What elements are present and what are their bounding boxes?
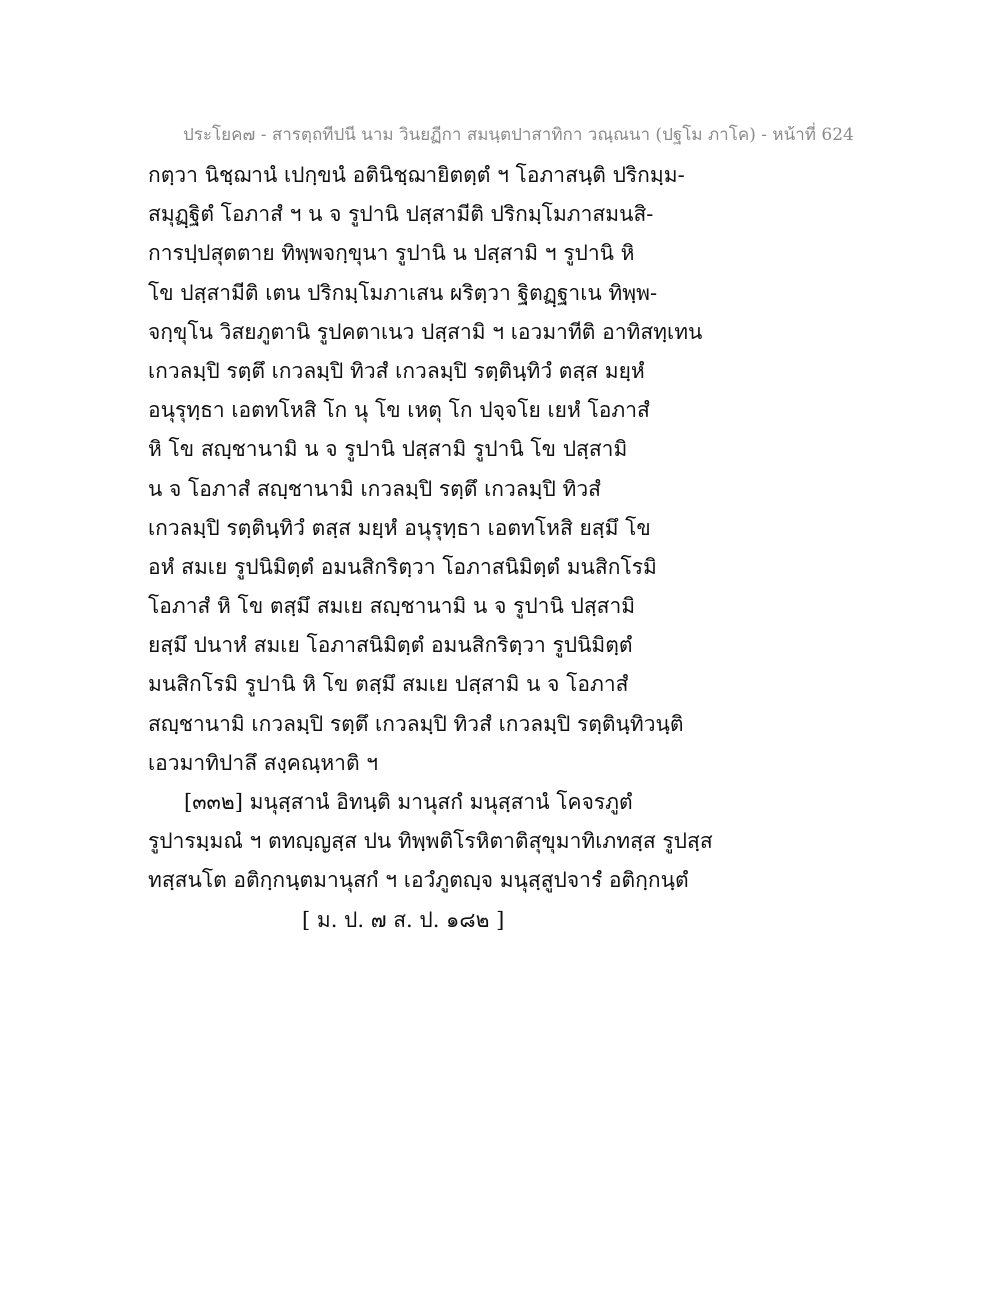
text-line: โข ปสฺสามีติ เตน ปริกมฺโมภาเสน ผริตฺวา ฐิตฏฺฐาเน ทิพฺพ- bbox=[148, 280, 658, 305]
paragraph-start-line: [๓๓๒] มนุสฺสานํ อิทนฺติ มานุสกํ มนุสฺสานํ โคจรภูตํ bbox=[184, 790, 633, 814]
text-line: ทสฺสนโต อติกฺกนฺตมานุสกํ ฯ เอวํภูตญฺจ มนุสฺสูปจารํ อติกฺกนฺตํ bbox=[148, 868, 689, 893]
text-line: น จ โอภาสํ สญฺชานามิ เกวลมฺปิ รตฺตึ เกวลมฺปิ ทิวสํ bbox=[148, 476, 601, 501]
text-line: เอวมาทิปาลึ สงฺคณฺหาติ ฯ bbox=[148, 750, 379, 775]
text-line: เกวลมฺปิ รตฺตึ เกวลมฺปิ ทิวสํ เกวลมฺปิ รตฺตินฺทิวํ ตสฺส มยฺหํ bbox=[148, 358, 645, 383]
text-line: จกฺขุโน วิสยภูตานิ รูปคตาเนว ปสฺสามิ ฯ เอวมาทีติ อาทิสทฺเทน bbox=[148, 319, 703, 344]
text-line: การปฺปสุตตาย ทิพฺพจกฺขุนา รูปานิ น ปสฺสามิ ฯ รูปานิ หิ bbox=[148, 241, 635, 266]
text-line: รูปารมฺมณํ ฯ ตทญฺญสฺส ปน ทิพฺพติโรหิตาติสุขุมาทิเภทสฺส รูปสฺส bbox=[148, 829, 713, 854]
text-line: โอภาสํ หิ โข ตสฺมึ สมเย สญฺชานามิ น จ รูปานิ ปสฺสามิ bbox=[148, 594, 636, 619]
body-text bbox=[148, 156, 713, 940]
running-header: ประโยค๗ - สารตฺถทีปนี นาม วินยฏีกา สมนฺตปาสาทิกา วณฺณนา (ปฐโม ภาโค) - หน้าที่ 624 bbox=[183, 125, 854, 145]
text-line: ยสฺมึ ปนาหํ สมเย โอภาสนิมิตฺตํ อมนสิกริตฺวา รูปนิมิตฺตํ bbox=[148, 633, 633, 658]
text-line: หิ โข สญฺชานามิ น จ รูปานิ ปสฺสามิ รูปานิ โข ปสฺสามิ bbox=[148, 437, 628, 462]
text-line: มนสิกโรมิ รูปานิ หิ โข ตสฺมึ สมเย ปสฺสามิ น จ โอภาสํ bbox=[148, 672, 629, 697]
text-line: สญฺชานามิ เกวลมฺปิ รตฺตึ เกวลมฺปิ ทิวสํ เกวลมฺปิ รตฺตินฺทิวนฺติ bbox=[148, 711, 684, 736]
text-line: สมุฏฺฐิตํ โอภาสํ ฯ น จ รูปานิ ปสฺสามีติ ปริกมฺโมภาสมนสิ- bbox=[148, 202, 654, 227]
citation-reference: [ ม. ป. ๗ ส. ป. ๑๘๒ ] bbox=[302, 907, 505, 932]
text-line: เกวลมฺปิ รตฺตินฺทิวํ ตสฺส มยฺหํ อนุรุทฺธา เอตทโหสิ ยสฺมึ โข bbox=[148, 515, 651, 540]
text-line: กตฺวา นิชฺฌานํ เปกฺขนํ อตินิชฺฌายิตตฺตํ ฯ โอภาสนฺติ ปริกมฺม- bbox=[148, 163, 685, 187]
text-line: อนุรุทฺธา เอตทโหสิ โก นุ โข เหตุ โก ปจฺจโย เยหํ โอภาสํ bbox=[148, 398, 650, 423]
text-line: อหํ สมเย รูปนิมิตฺตํ อมนสิกริตฺวา โอภาสนิมิตฺตํ มนสิกโรมิ bbox=[148, 554, 657, 579]
